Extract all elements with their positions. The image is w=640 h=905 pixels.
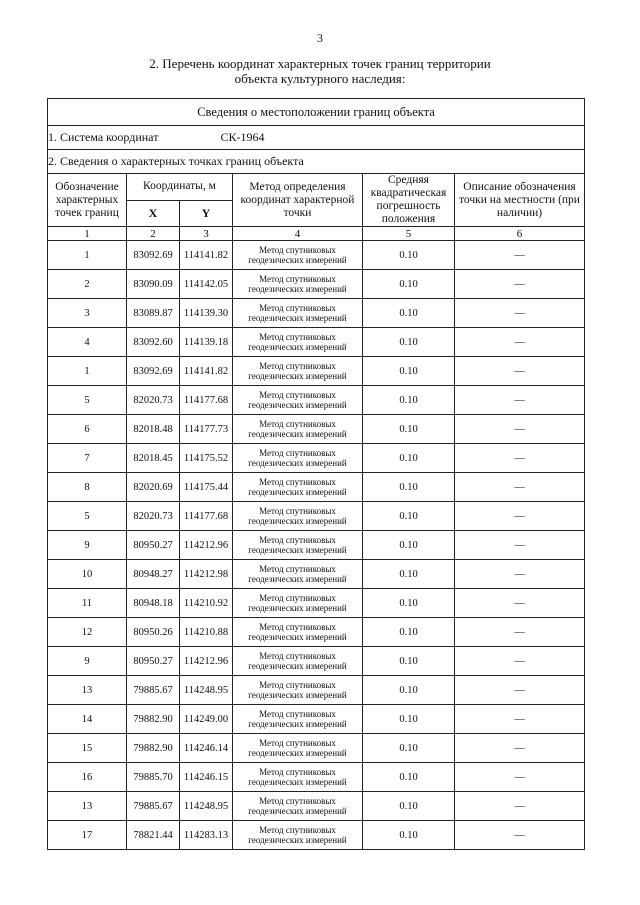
error-cell: 0.10 <box>363 705 455 734</box>
y-coordinate-cell: 114248.95 <box>180 792 233 821</box>
page-number: 3 <box>317 31 323 45</box>
error-cell: 0.10 <box>363 676 455 705</box>
table-row <box>48 328 585 357</box>
error-cell: 0.10 <box>363 821 455 850</box>
point-id-cell: 5 <box>48 386 127 415</box>
description-cell: — <box>455 502 585 531</box>
method-line-2: геодезических измерений <box>248 371 347 381</box>
point-id-cell: 9 <box>48 647 127 676</box>
table-row <box>48 589 585 618</box>
column-x-header: X <box>127 200 180 227</box>
method-line-1: Метод спутниковых <box>259 738 336 748</box>
method-cell <box>233 299 363 328</box>
coordinates-table <box>47 98 585 850</box>
method-line-2: геодезических измерений <box>248 545 347 555</box>
x-coordinate-cell: 80948.27 <box>127 560 180 589</box>
x-coordinate-cell: 83089.87 <box>127 299 180 328</box>
point-id-cell: 6 <box>48 415 127 444</box>
table-row <box>48 502 585 531</box>
error-cell: 0.10 <box>363 415 455 444</box>
method-line-2: геодезических измерений <box>248 632 347 642</box>
method-line-2: геодезических измерений <box>248 574 347 584</box>
error-cell: 0.10 <box>363 763 455 792</box>
coordinate-system-row <box>48 126 585 150</box>
error-cell: 0.10 <box>363 560 455 589</box>
method-line-2: геодезических измерений <box>248 777 347 787</box>
y-coordinate-cell: 114141.82 <box>180 241 233 270</box>
table-row <box>48 560 585 589</box>
column-number: 4 <box>233 227 363 241</box>
error-cell: 0.10 <box>363 444 455 473</box>
column-coordinates-header: Координаты, м <box>127 174 233 201</box>
point-id-cell: 17 <box>48 821 127 850</box>
point-id-cell: 8 <box>48 473 127 502</box>
method-cell <box>233 821 363 850</box>
table-row <box>48 821 585 850</box>
error-cell: 0.10 <box>363 386 455 415</box>
point-id-cell: 13 <box>48 676 127 705</box>
column-method-header: Метод определения координат характерной точки <box>233 174 363 227</box>
method-cell <box>233 328 363 357</box>
description-cell: — <box>455 299 585 328</box>
x-coordinate-cell: 80950.27 <box>127 647 180 676</box>
table-row <box>48 618 585 647</box>
error-cell: 0.10 <box>363 299 455 328</box>
title-line-1: 2. Перечень координат характерных точек границ территории <box>149 56 491 71</box>
table-row <box>48 763 585 792</box>
x-coordinate-cell: 83090.09 <box>127 270 180 299</box>
method-line-1: Метод спутниковых <box>259 767 336 777</box>
point-id-cell: 9 <box>48 531 127 560</box>
method-line-2: геодезических измерений <box>248 342 347 352</box>
method-line-2: геодезических измерений <box>248 690 347 700</box>
table-row <box>48 792 585 821</box>
method-cell <box>233 473 363 502</box>
column-designation-header: Обозначение характерных точек границ <box>48 174 127 227</box>
description-cell: — <box>455 241 585 270</box>
method-line-2: геодезических измерений <box>248 748 347 758</box>
coordinate-system-value: СК-1964 <box>220 130 265 144</box>
description-cell: — <box>455 589 585 618</box>
x-coordinate-cell: 78821.44 <box>127 821 180 850</box>
description-cell: — <box>455 531 585 560</box>
point-id-cell: 7 <box>48 444 127 473</box>
method-line-1: Метод спутниковых <box>259 332 336 342</box>
y-coordinate-cell: 114246.15 <box>180 763 233 792</box>
error-cell: 0.10 <box>363 589 455 618</box>
method-cell <box>233 792 363 821</box>
coordinate-system-label: 1. Система координат <box>48 130 159 144</box>
method-cell <box>233 241 363 270</box>
method-line-1: Метод спутниковых <box>259 680 336 690</box>
method-cell <box>233 386 363 415</box>
table-row <box>48 734 585 763</box>
description-cell: — <box>455 821 585 850</box>
column-number: 3 <box>180 227 233 241</box>
method-cell <box>233 618 363 647</box>
error-cell: 0.10 <box>363 328 455 357</box>
error-cell: 0.10 <box>363 618 455 647</box>
x-coordinate-cell: 83092.60 <box>127 328 180 357</box>
y-coordinate-cell: 114210.88 <box>180 618 233 647</box>
point-id-cell: 4 <box>48 328 127 357</box>
method-line-1: Метод спутниковых <box>259 593 336 603</box>
method-line-1: Метод спутниковых <box>259 448 336 458</box>
y-coordinate-cell: 114139.18 <box>180 328 233 357</box>
method-line-1: Метод спутниковых <box>259 245 336 255</box>
method-cell <box>233 560 363 589</box>
method-line-2: геодезических измерений <box>248 429 347 439</box>
description-cell: — <box>455 328 585 357</box>
method-line-1: Метод спутниковых <box>259 477 336 487</box>
table-row <box>48 705 585 734</box>
method-line-2: геодезических измерений <box>248 255 347 265</box>
description-cell: — <box>455 734 585 763</box>
column-number: 5 <box>363 227 455 241</box>
x-coordinate-cell: 79882.90 <box>127 734 180 763</box>
method-line-1: Метод спутниковых <box>259 825 336 835</box>
error-cell: 0.10 <box>363 792 455 821</box>
x-coordinate-cell: 82018.45 <box>127 444 180 473</box>
description-cell: — <box>455 647 585 676</box>
table-row <box>48 676 585 705</box>
method-line-1: Метод спутниковых <box>259 274 336 284</box>
method-line-1: Метод спутниковых <box>259 535 336 545</box>
table-row <box>48 531 585 560</box>
x-coordinate-cell: 79885.70 <box>127 763 180 792</box>
method-line-1: Метод спутниковых <box>259 651 336 661</box>
description-cell: — <box>455 473 585 502</box>
table-row <box>48 647 585 676</box>
x-coordinate-cell: 83092.69 <box>127 357 180 386</box>
error-cell: 0.10 <box>363 241 455 270</box>
x-coordinate-cell: 83092.69 <box>127 241 180 270</box>
y-coordinate-cell: 114249.00 <box>180 705 233 734</box>
y-coordinate-cell: 114248.95 <box>180 676 233 705</box>
x-coordinate-cell: 82020.69 <box>127 473 180 502</box>
method-line-2: геодезических измерений <box>248 458 347 468</box>
method-cell <box>233 502 363 531</box>
table-row <box>48 444 585 473</box>
y-coordinate-cell: 114141.82 <box>180 357 233 386</box>
error-cell: 0.10 <box>363 502 455 531</box>
y-coordinate-cell: 114210.92 <box>180 589 233 618</box>
error-cell: 0.10 <box>363 357 455 386</box>
point-id-cell: 14 <box>48 705 127 734</box>
y-coordinate-cell: 114283.13 <box>180 821 233 850</box>
point-id-cell: 2 <box>48 270 127 299</box>
table-row <box>48 270 585 299</box>
method-line-1: Метод спутниковых <box>259 506 336 516</box>
column-number: 1 <box>48 227 127 241</box>
description-cell: — <box>455 792 585 821</box>
method-line-2: геодезических измерений <box>248 719 347 729</box>
method-line-2: геодезических измерений <box>248 603 347 613</box>
point-id-cell: 15 <box>48 734 127 763</box>
method-line-1: Метод спутниковых <box>259 709 336 719</box>
y-coordinate-cell: 114212.98 <box>180 560 233 589</box>
method-line-2: геодезических измерений <box>248 400 347 410</box>
description-cell: — <box>455 415 585 444</box>
point-id-cell: 3 <box>48 299 127 328</box>
table-row <box>48 299 585 328</box>
description-cell: — <box>455 676 585 705</box>
method-cell <box>233 763 363 792</box>
description-cell: — <box>455 386 585 415</box>
x-coordinate-cell: 79885.67 <box>127 676 180 705</box>
section-label: 2. Сведения о характерных точках границ объекта <box>48 150 585 174</box>
method-cell <box>233 444 363 473</box>
point-id-cell: 1 <box>48 357 127 386</box>
method-cell <box>233 589 363 618</box>
x-coordinate-cell: 80948.18 <box>127 589 180 618</box>
method-line-1: Метод спутниковых <box>259 361 336 371</box>
x-coordinate-cell: 82020.73 <box>127 386 180 415</box>
method-cell <box>233 734 363 763</box>
table-header-title: Сведения о местоположении границ объекта <box>48 99 585 126</box>
x-coordinate-cell: 82020.73 <box>127 502 180 531</box>
point-id-cell: 13 <box>48 792 127 821</box>
y-coordinate-cell: 114175.52 <box>180 444 233 473</box>
y-coordinate-cell: 114142.05 <box>180 270 233 299</box>
description-cell: — <box>455 763 585 792</box>
point-id-cell: 16 <box>48 763 127 792</box>
x-coordinate-cell: 82018.48 <box>127 415 180 444</box>
x-coordinate-cell: 80950.26 <box>127 618 180 647</box>
document-title <box>110 56 530 86</box>
method-cell <box>233 676 363 705</box>
x-coordinate-cell: 79882.90 <box>127 705 180 734</box>
method-cell <box>233 270 363 299</box>
method-line-2: геодезических измерений <box>248 487 347 497</box>
description-cell: — <box>455 357 585 386</box>
point-id-cell: 10 <box>48 560 127 589</box>
point-id-cell: 5 <box>48 502 127 531</box>
method-cell <box>233 531 363 560</box>
x-coordinate-cell: 79885.67 <box>127 792 180 821</box>
description-cell: — <box>455 270 585 299</box>
y-coordinate-cell: 114246.14 <box>180 734 233 763</box>
table-row <box>48 415 585 444</box>
description-cell: — <box>455 444 585 473</box>
table-row <box>48 357 585 386</box>
column-y-header: Y <box>180 200 233 227</box>
table-row <box>48 473 585 502</box>
column-description-header: Описание обозначения точки на местности (при наличии) <box>455 174 585 227</box>
column-number: 2 <box>127 227 180 241</box>
method-line-2: геодезических измерений <box>248 806 347 816</box>
method-line-1: Метод спутниковых <box>259 622 336 632</box>
description-cell: — <box>455 618 585 647</box>
table-row <box>48 386 585 415</box>
method-line-1: Метод спутниковых <box>259 796 336 806</box>
y-coordinate-cell: 114212.96 <box>180 531 233 560</box>
column-error-header: Средняя квадратическая погрешность положения <box>363 174 455 227</box>
y-coordinate-cell: 114177.68 <box>180 386 233 415</box>
method-line-1: Метод спутниковых <box>259 564 336 574</box>
point-id-cell: 12 <box>48 618 127 647</box>
description-cell: — <box>455 560 585 589</box>
method-line-2: геодезических измерений <box>248 284 347 294</box>
method-line-2: геодезических измерений <box>248 835 347 845</box>
method-line-1: Метод спутниковых <box>259 303 336 313</box>
y-coordinate-cell: 114177.68 <box>180 502 233 531</box>
error-cell: 0.10 <box>363 531 455 560</box>
y-coordinate-cell: 114212.96 <box>180 647 233 676</box>
error-cell: 0.10 <box>363 734 455 763</box>
method-line-1: Метод спутниковых <box>259 419 336 429</box>
method-line-2: геодезических измерений <box>248 661 347 671</box>
method-cell <box>233 415 363 444</box>
method-cell <box>233 647 363 676</box>
point-id-cell: 11 <box>48 589 127 618</box>
y-coordinate-cell: 114175.44 <box>180 473 233 502</box>
y-coordinate-cell: 114139.30 <box>180 299 233 328</box>
method-line-2: геодезических измерений <box>248 516 347 526</box>
title-line-2: объекта культурного наследия: <box>234 71 406 86</box>
method-cell <box>233 357 363 386</box>
x-coordinate-cell: 80950.27 <box>127 531 180 560</box>
error-cell: 0.10 <box>363 647 455 676</box>
column-number: 6 <box>455 227 585 241</box>
point-id-cell: 1 <box>48 241 127 270</box>
method-line-2: геодезических измерений <box>248 313 347 323</box>
method-cell <box>233 705 363 734</box>
y-coordinate-cell: 114177.73 <box>180 415 233 444</box>
method-line-1: Метод спутниковых <box>259 390 336 400</box>
table-row <box>48 241 585 270</box>
description-cell: — <box>455 705 585 734</box>
error-cell: 0.10 <box>363 473 455 502</box>
error-cell: 0.10 <box>363 270 455 299</box>
